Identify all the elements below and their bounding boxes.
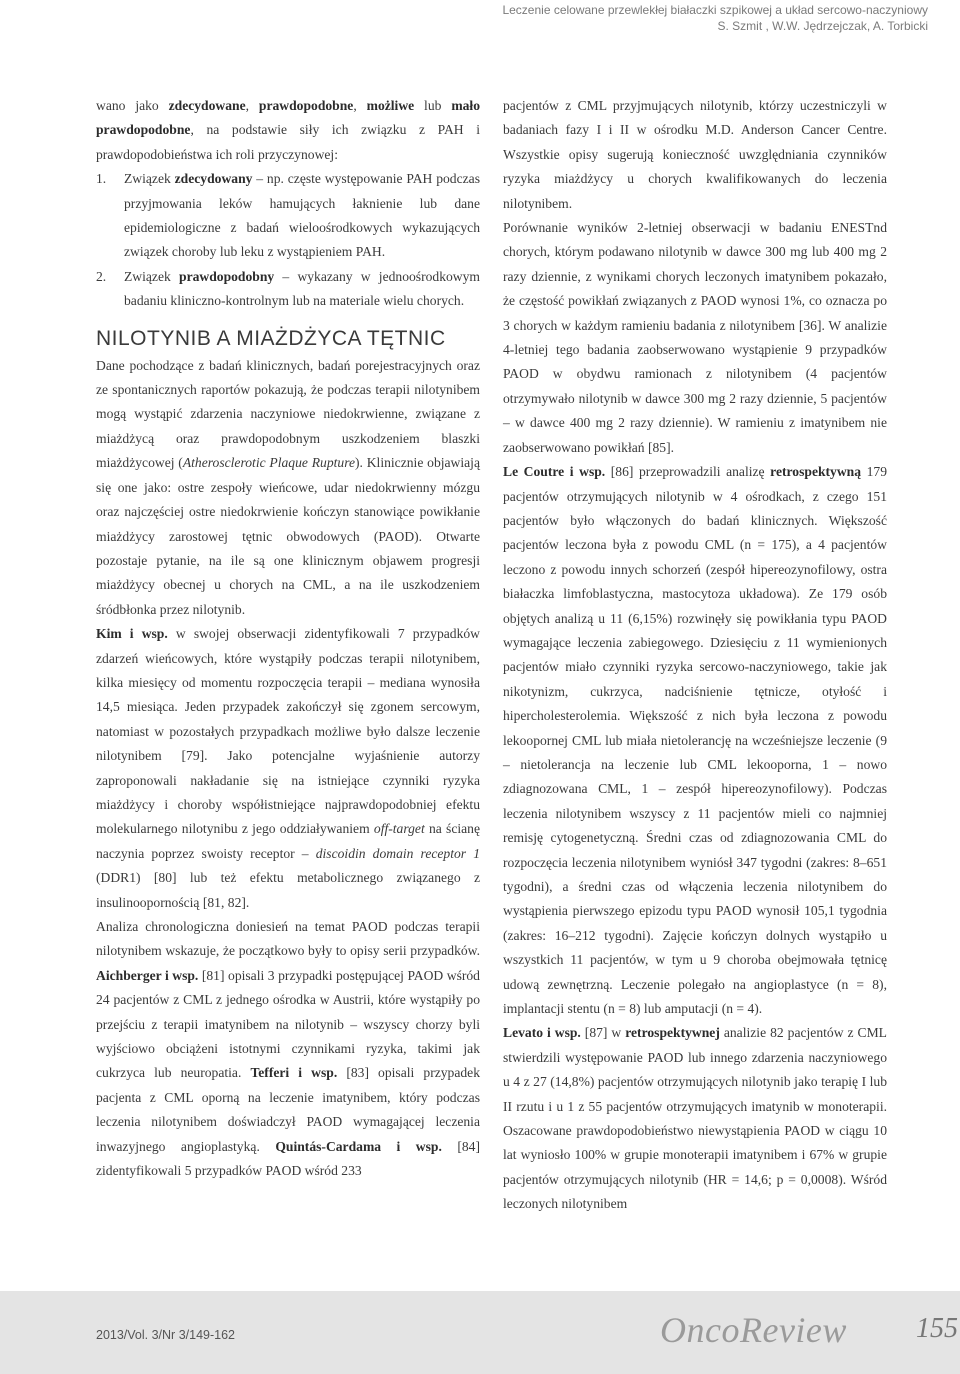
bold-text: zdecydowane xyxy=(168,98,246,113)
text-run: [83] opisali przypadek pacjenta z CML oporną na leczenie imatynibem, który podczas leczenia nilotynibem doświadczył PAOD wymagającej leczenia inwazyjnego angioplastyką. xyxy=(96,1065,481,1154)
text-run: analizie 82 pacjentów z CML stwierdzili występowanie PAOD lub innego zdarzenia naczyniowego u 4 z 27 (14,8%) pacjentów otrzymujących nilotynib jako terapię I lub II rzutu i u 1 z 55 pacjentów otrzymujących imatynib w monoterapii. Oszacowane prawdopodobieństwo niewystąpienia PAOD w ciągu 10 lat wyniosło 100% w grupie monoterapii imatynibem i 67% w grupie pacjentów otrzymujących nilotynib (HR = 14,6; p = 0,0008). Wśród leczonych nilotynibem xyxy=(503,1025,887,1212)
bold-text: retrospektywną xyxy=(770,464,862,480)
text-run: [86] przeprowadzili analizę xyxy=(605,464,771,480)
text-run: Dane pochodzące z badań klinicznych, badań porejestracyjnych oraz ze spontanicznych raportów pokazują, że podczas terapii nilotynibem mogą wystąpić zdarzenia naczyniowe niedokrwienne, związane z miażdżycą oraz prawdopodobnym uszkodzeniem blaszki miażdżycowej ( xyxy=(96,357,480,471)
running-head-title: Leczenie celowane przewlekłej białaczki szpikowej a układ sercowo-naczyniowy xyxy=(502,3,928,17)
list-item-number: 1. xyxy=(96,171,107,187)
italic-text: Atherosclerotic Plaque Rupture xyxy=(182,455,356,471)
bold-text: Le Coutre i wsp. xyxy=(503,464,606,480)
body-paragraph xyxy=(503,1021,887,1216)
text-run: wano jako xyxy=(96,98,169,113)
text-run: , xyxy=(353,98,367,113)
italic-text: off-target xyxy=(373,821,425,837)
intro-paragraph xyxy=(96,94,480,167)
list-item-number: 2. xyxy=(96,268,107,284)
journal-logo: OncoReview xyxy=(660,1310,847,1350)
issue-info: 2013/Vol. 3/Nr 3/149-162 xyxy=(96,1328,235,1342)
text-run: ). Klinicznie objawiają się one jako: ostre zespoły wieńcowe, udar niedokrwienny mózgu oraz najczęściej ostre niedokrwienie kończyn stanowiące powikłanie miażdżycy zarostowej tętnic obwodowych (PAOD). Otwarte pozostaje pytanie, na ile są one klinicznym objawem progresji miażdżycy obecnej u chorych na CML, a na ile uszkodzeniem śródbłonka przez nilotynib. xyxy=(96,455,480,617)
text-run: [84] zidentyfikowali 5 przypadków PAOD wśród 233 xyxy=(96,1138,481,1179)
left-column xyxy=(96,94,480,1183)
list-item xyxy=(96,167,480,265)
text-run: 179 pacjentów otrzymujących nilotynib w 4 ośrodkach, z czego 151 pacjentów było włączonych do badań klinicznych. Większość pacjentów leczona była z powodu CML (n = 175), a 4 pacjentów leczono z powodu innych schorzeń (zespół hipereozynofilowy, ostra białaczka limfoblastyczna, mastocytoza układowa). Ze 179 osób objętych analizą u 11 (6,15%) rozwinęły się powikłania typu PAOD wymagające leczenia zabiegowego. Dziesięciu z 11 wymienionych pacjentów miało czynniki ryzyka sercowo-naczyniowego, takie jak nikotynizm, cukrzyca, nadciśnienie tętnicze, otyłość i hipercholesterolemia. Większość z nich była leczona z powodu lekoopornej CML lub miała nietolerancję na wcześniejsze leczenie (9 – nietolerancja na leczenie lub CML lekooporna, 1 – nowo zdiagnozowana CML, 1 – zespół hipereozynofilowy). Podczas leczenia nilotynibem wszyscy z 11 pacjentów mieli co najmniej remisję cytogenetyczną. Średni czas od zdiagnozowania CML do rozpoczęcia leczenia nilotynibem wyniósł 347 tygodni (zakres: 8–651 tygodni), a średni czas od włączenia leczenia nilotynibem do wystąpienia pierwszego epizodu typu PAOD wynosił 105,1 tygodnia (zakres: 16–212 tygodni). Zajęcie kończyn dolnych wystąpiło u wszystkich 11 pacjentów, w tym u 9 choroba obejmowała tętnicę udową zewnętrzną. Leczenie polegało na angioplastyce (n = 8), implantacji stentu (n = 8) lub amputacji (n = 4). xyxy=(503,464,887,1017)
body-paragraph xyxy=(96,622,480,915)
text-run: na ścianę naczynia poprzez swoisty receptor – xyxy=(96,821,481,861)
italic-text: discoidin domain receptor 1 xyxy=(315,845,480,861)
bold-text: Tefferi i wsp. xyxy=(250,1065,338,1081)
bold-text: prawdopodobny xyxy=(179,268,275,284)
list-item-text xyxy=(124,269,480,308)
page-footer xyxy=(0,1291,960,1374)
right-column xyxy=(503,94,887,1217)
bold-text: Aichberger i wsp. xyxy=(96,967,199,983)
text-run: pacjentów z CML przyjmujących nilotynib, którzy uczestniczyli w badaniach fazy I i II w ośrodku M.D. Anderson Cancer Centre. Wszystkie opisy sugerują konieczność uwzględniania czynników ryzyka miażdżycy u chorych kwalifikowanych do leczenia nilotynibem. xyxy=(503,98,887,211)
text-run: (DDR1) [80] lub też efektu metabolicznego związanego z insulinoopornością [81, 82]. xyxy=(96,870,480,910)
text-run: Analiza chronologiczna doniesień na temat PAOD podczas terapii nilotynibem wskazuje, że początkowo były to opisy serii przypadków. xyxy=(96,919,480,959)
body-paragraph xyxy=(503,460,887,1021)
association-list xyxy=(96,167,480,313)
page-number: 155 xyxy=(916,1313,958,1344)
text-run: , na podstawie siły ich związku z PAH i prawdopodobieństwa ich roli przyczynowej: xyxy=(96,122,480,162)
bold-text: mało prawdopodobne xyxy=(96,98,481,138)
text-run: w swojej obserwacji zidentyfikowali 7 przypadków zdarzeń wieńcowych, które wystąpiły podczas terapii nilotynibem, kilka miesięcy od momentu rozpoczęcia terapii – mediana wynosiła 14,5 miesiąca. Jeden przypadek zakończył się zgonem sercowym, natomiast w pozostałych przypadkach możliwe było dalsze leczenie nilotynibem [79]. Jako potencjalne wyjaśnienie autorzy zaproponowali nakładanie się na istniejące czynniki ryzyka miażdżycy i choroby współistniejące najprawdopodobniej efektu molekularnego nilotynibu z jego oddziaływaniem xyxy=(96,626,480,837)
body-paragraph xyxy=(503,94,887,216)
text-run: Związek xyxy=(124,268,180,284)
bold-text: prawdopodobne xyxy=(258,98,354,113)
section-heading: NILOTYNIB A MIAŻDŻYCA TĘTNIC xyxy=(96,326,446,350)
running-head-authors: S. Szmit , W.W. Jędrzejczak, A. Torbicki xyxy=(717,19,928,33)
text-run: – np. częste występowanie PAH podczas przyjmowania leków hamujących łaknienie lub dane epidemiologiczne z badań wieloośrodkowych wykazujących związek choroby lub leku z wystąpieniem PAH. xyxy=(124,171,480,260)
bold-text: możliwe xyxy=(366,98,415,113)
text-run: Związek xyxy=(124,171,175,187)
bold-text: zdecydowany xyxy=(174,171,253,187)
bold-text: Quintás-Cardama i wsp. xyxy=(275,1138,442,1154)
list-item xyxy=(96,265,480,314)
body-paragraph xyxy=(96,915,480,1183)
list-item-text xyxy=(124,171,480,259)
running-head xyxy=(502,2,928,34)
text-run: [87] w xyxy=(580,1025,626,1041)
body-paragraph xyxy=(503,216,887,460)
bold-text: retrospektywnej xyxy=(625,1025,720,1041)
text-run: Porównanie wyników 2-letniej obserwacji w badaniu ENESTnd chorych, którym podawano nilotynib w dawce 300 mg lub 400 mg 2 razy dziennie, z wynikami chorych leczonych imatynibem pokazało, że częstość powikłań związanych z PAOD wynosi 1%, co oznacza po 3 chorych w każdym ramieniu badania z nilotynibem [36]. W analizie 4-letniej tego badania zaobserwowano wystąpienie 9 przypadków PAOD w obydwu ramionach z nilotynibem (4 pacjentów otrzymywało nilotynib w dawce 300 mg 2 razy dziennie, 5 pacjentów – w dawce 400 mg 2 razy dziennie). W ramieniu z imatynibem nie zaobserwowano powikłań [85]. xyxy=(503,220,887,455)
text-run: – wykazany w jednoośrodkowym badaniu kliniczno-kontrolnym lub na materiale wielu chorych. xyxy=(124,268,480,309)
text-run: [81] opisali 3 przypadki postępującej PAOD wśród 24 pacjentów z CML z jednego ośrodka w Austrii, które wystąpiły po przejściu z terapii imatynibem na nilotynib – wszyscy chorzy byli wyjściowo obciążeni istotnymi czynnikami ryzyka, takimi jak cukrzyca lub neuropatia. xyxy=(96,967,480,1081)
text-run: , xyxy=(245,98,259,113)
body-paragraph xyxy=(96,354,480,622)
text-run: lub xyxy=(414,98,452,113)
bold-text: Kim i wsp. xyxy=(96,626,168,642)
bold-text: Levato i wsp. xyxy=(503,1025,581,1041)
